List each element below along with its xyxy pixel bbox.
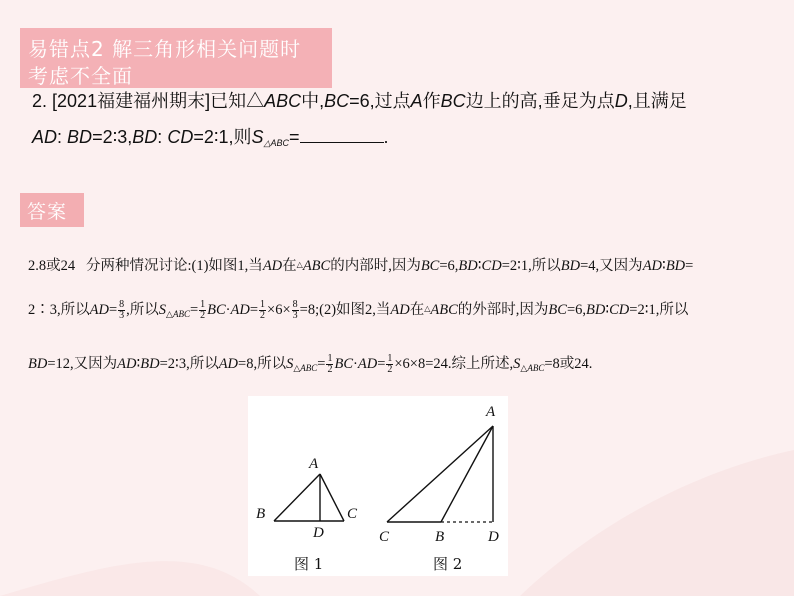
fig1-label-b: B [256, 506, 266, 522]
solution-var: BD [458, 258, 478, 274]
solution-var: S [158, 302, 167, 318]
question-var: BC [324, 91, 350, 111]
question-var: S [251, 127, 264, 147]
question-line-1 [32, 87, 687, 113]
solution-text: =8或24. [544, 356, 593, 372]
fraction-denominator: 2 [387, 364, 393, 376]
solution-var: ABC [302, 258, 331, 274]
solution-text: ∶ [136, 356, 141, 372]
solution-text: =8;(2)如图2,当 [299, 302, 391, 318]
solution-text: =2∶1,所以 [629, 302, 689, 318]
solution-var: BC [334, 356, 353, 372]
solution-var: CD [609, 302, 630, 318]
solution-text: ∶ [477, 258, 482, 274]
solution-text: = [685, 258, 694, 274]
solution-text: 在 [409, 302, 425, 318]
question-source: [2021福建福州期末] [52, 91, 211, 111]
geometry-figure [248, 396, 508, 576]
solution-var: AD [357, 356, 378, 372]
solution-subscript: △ABC [293, 363, 318, 373]
question-text: =2∶3, [92, 127, 133, 147]
solution-var: BC [548, 302, 567, 318]
answer-blank [300, 128, 384, 143]
question-var: CD [167, 127, 194, 147]
solution-var: AD [230, 302, 250, 318]
fraction-1-2 [326, 354, 333, 375]
question-var: AD [32, 127, 58, 147]
solution-var: AD [89, 302, 109, 318]
question-var: BD [67, 127, 93, 147]
solution-var: BD [665, 258, 686, 274]
fig2-segment-ca [387, 426, 493, 522]
fraction-numerator: 1 [260, 299, 266, 311]
solution-text: =8,所以 [238, 356, 287, 372]
fraction-numerator: 8 [119, 299, 125, 311]
solution-var: AD [390, 302, 410, 318]
fraction-numerator: 1 [387, 353, 393, 365]
fraction-8-3 [118, 300, 125, 321]
triangle-symbol: △ [424, 304, 431, 313]
fig1-label-c: C [347, 506, 358, 522]
solution-text: ×6× [267, 302, 291, 318]
solution-var: BC [207, 302, 226, 318]
question-text: 作 [422, 91, 441, 111]
solution-text: ×6×8=24.综上所述, [394, 356, 514, 372]
solution-answer: 2.8或24 [28, 258, 76, 274]
solution-text: ∶ [605, 302, 610, 318]
question-text: 已知△ [210, 91, 265, 111]
solution-text: = [249, 302, 259, 318]
fig2-label-b: B [435, 529, 445, 545]
solution-var: BD [586, 302, 606, 318]
question-text: 边上的高,垂足为点 [465, 91, 615, 111]
solution-text: ,所以 [126, 302, 159, 318]
solution-text: 分两种情况讨论:(1)如图1,当 [86, 258, 263, 274]
solution-var: S [286, 356, 294, 372]
fig1-caption: 图 1 [294, 555, 324, 573]
solution-text: 2∶3,所以 [28, 302, 90, 318]
solution-text: 在 [282, 258, 297, 274]
solution-var: AD [262, 258, 283, 274]
tag-title-line1: 易错点2 解三角形相关问题时 [28, 37, 302, 61]
question-text: = [289, 127, 300, 147]
fraction-numerator: 1 [327, 353, 333, 365]
question-number: 2. [32, 91, 48, 111]
fraction-denominator: 3 [292, 310, 298, 322]
solution-text: = [377, 356, 386, 372]
solution-text: = [108, 302, 118, 318]
solution-subscript: △ABC [520, 363, 545, 373]
fig1-segment-ab [274, 474, 320, 521]
question-text: ,且满足 [627, 91, 687, 111]
fraction-denominator: 2 [327, 364, 333, 376]
fraction-denominator: 3 [119, 310, 125, 322]
question-text: : [157, 127, 163, 147]
fig1-segment-ac [320, 474, 344, 521]
fraction-denominator: 2 [260, 310, 266, 322]
fraction-1-2 [386, 354, 393, 375]
solution-text: =2∶3,所以 [159, 356, 219, 372]
question-var: ABC [264, 91, 302, 111]
fraction-8-3 [292, 300, 299, 321]
solution-var: AD [642, 258, 663, 274]
fraction-1-2 [199, 300, 206, 321]
question-text: 中, [301, 91, 325, 111]
triangle-symbol: △ [296, 260, 303, 269]
solution-var: BC [420, 258, 440, 274]
fraction-numerator: 1 [200, 299, 206, 311]
solution-text: =12,又因为 [47, 356, 118, 372]
solution-line-3 [28, 352, 592, 375]
solution-text: =6, [439, 258, 459, 274]
question-var: BC [440, 91, 466, 111]
answer-label: 答案 [27, 201, 68, 223]
solution-line-1 [28, 254, 693, 275]
solution-text: =2∶1,所以 [501, 258, 561, 274]
solution-text: 的内部时,因为 [330, 258, 421, 274]
solution-var: AD [218, 356, 239, 372]
fraction-numerator: 8 [292, 299, 298, 311]
fig2-label-a: A [486, 404, 496, 420]
fraction-1-2 [259, 300, 266, 321]
fig1-label-d: D [313, 525, 324, 541]
question-line-2 [32, 123, 389, 149]
question-var: BD [132, 127, 158, 147]
fig1-label-a: A [309, 456, 319, 472]
solution-var: AD [117, 356, 137, 372]
question-var: A [410, 91, 423, 111]
solution-text: ∶ [662, 258, 666, 274]
question-text: : [57, 127, 63, 147]
solution-text: = [317, 356, 326, 372]
solution-subscript: △ABC [166, 309, 190, 319]
figure-2 [379, 404, 499, 573]
solution-var: BD [28, 356, 48, 372]
tag-title-line2: 考虑不全面 [28, 64, 133, 88]
question-subscript: △ABC [263, 138, 289, 148]
question-text: =2∶1,则 [193, 127, 252, 147]
fig2-label-c: C [379, 529, 390, 545]
question-text: =6,过点 [349, 91, 411, 111]
solution-text: =4,又因为 [580, 258, 643, 274]
solution-var: BD [560, 258, 581, 274]
fig2-segment-ba [441, 426, 493, 522]
solution-var: ABC [430, 302, 458, 318]
solution-text: =6, [566, 302, 587, 318]
solution-var: CD [481, 258, 502, 274]
solution-text: 的外部时,因为 [457, 302, 549, 318]
fig2-label-d: D [488, 529, 499, 545]
question-text: . [383, 127, 389, 147]
solution-line-2 [28, 298, 688, 321]
figure-1 [256, 456, 358, 573]
solution-var: BD [140, 356, 160, 372]
solution-var: S [513, 356, 521, 372]
solution-text: · [225, 302, 231, 318]
solution-text: · [353, 356, 358, 372]
fraction-denominator: 2 [200, 310, 206, 322]
question-var: D [614, 91, 628, 111]
fig2-caption: 图 2 [433, 555, 463, 573]
solution-text: = [189, 302, 199, 318]
triangle-diagrams [248, 396, 508, 576]
